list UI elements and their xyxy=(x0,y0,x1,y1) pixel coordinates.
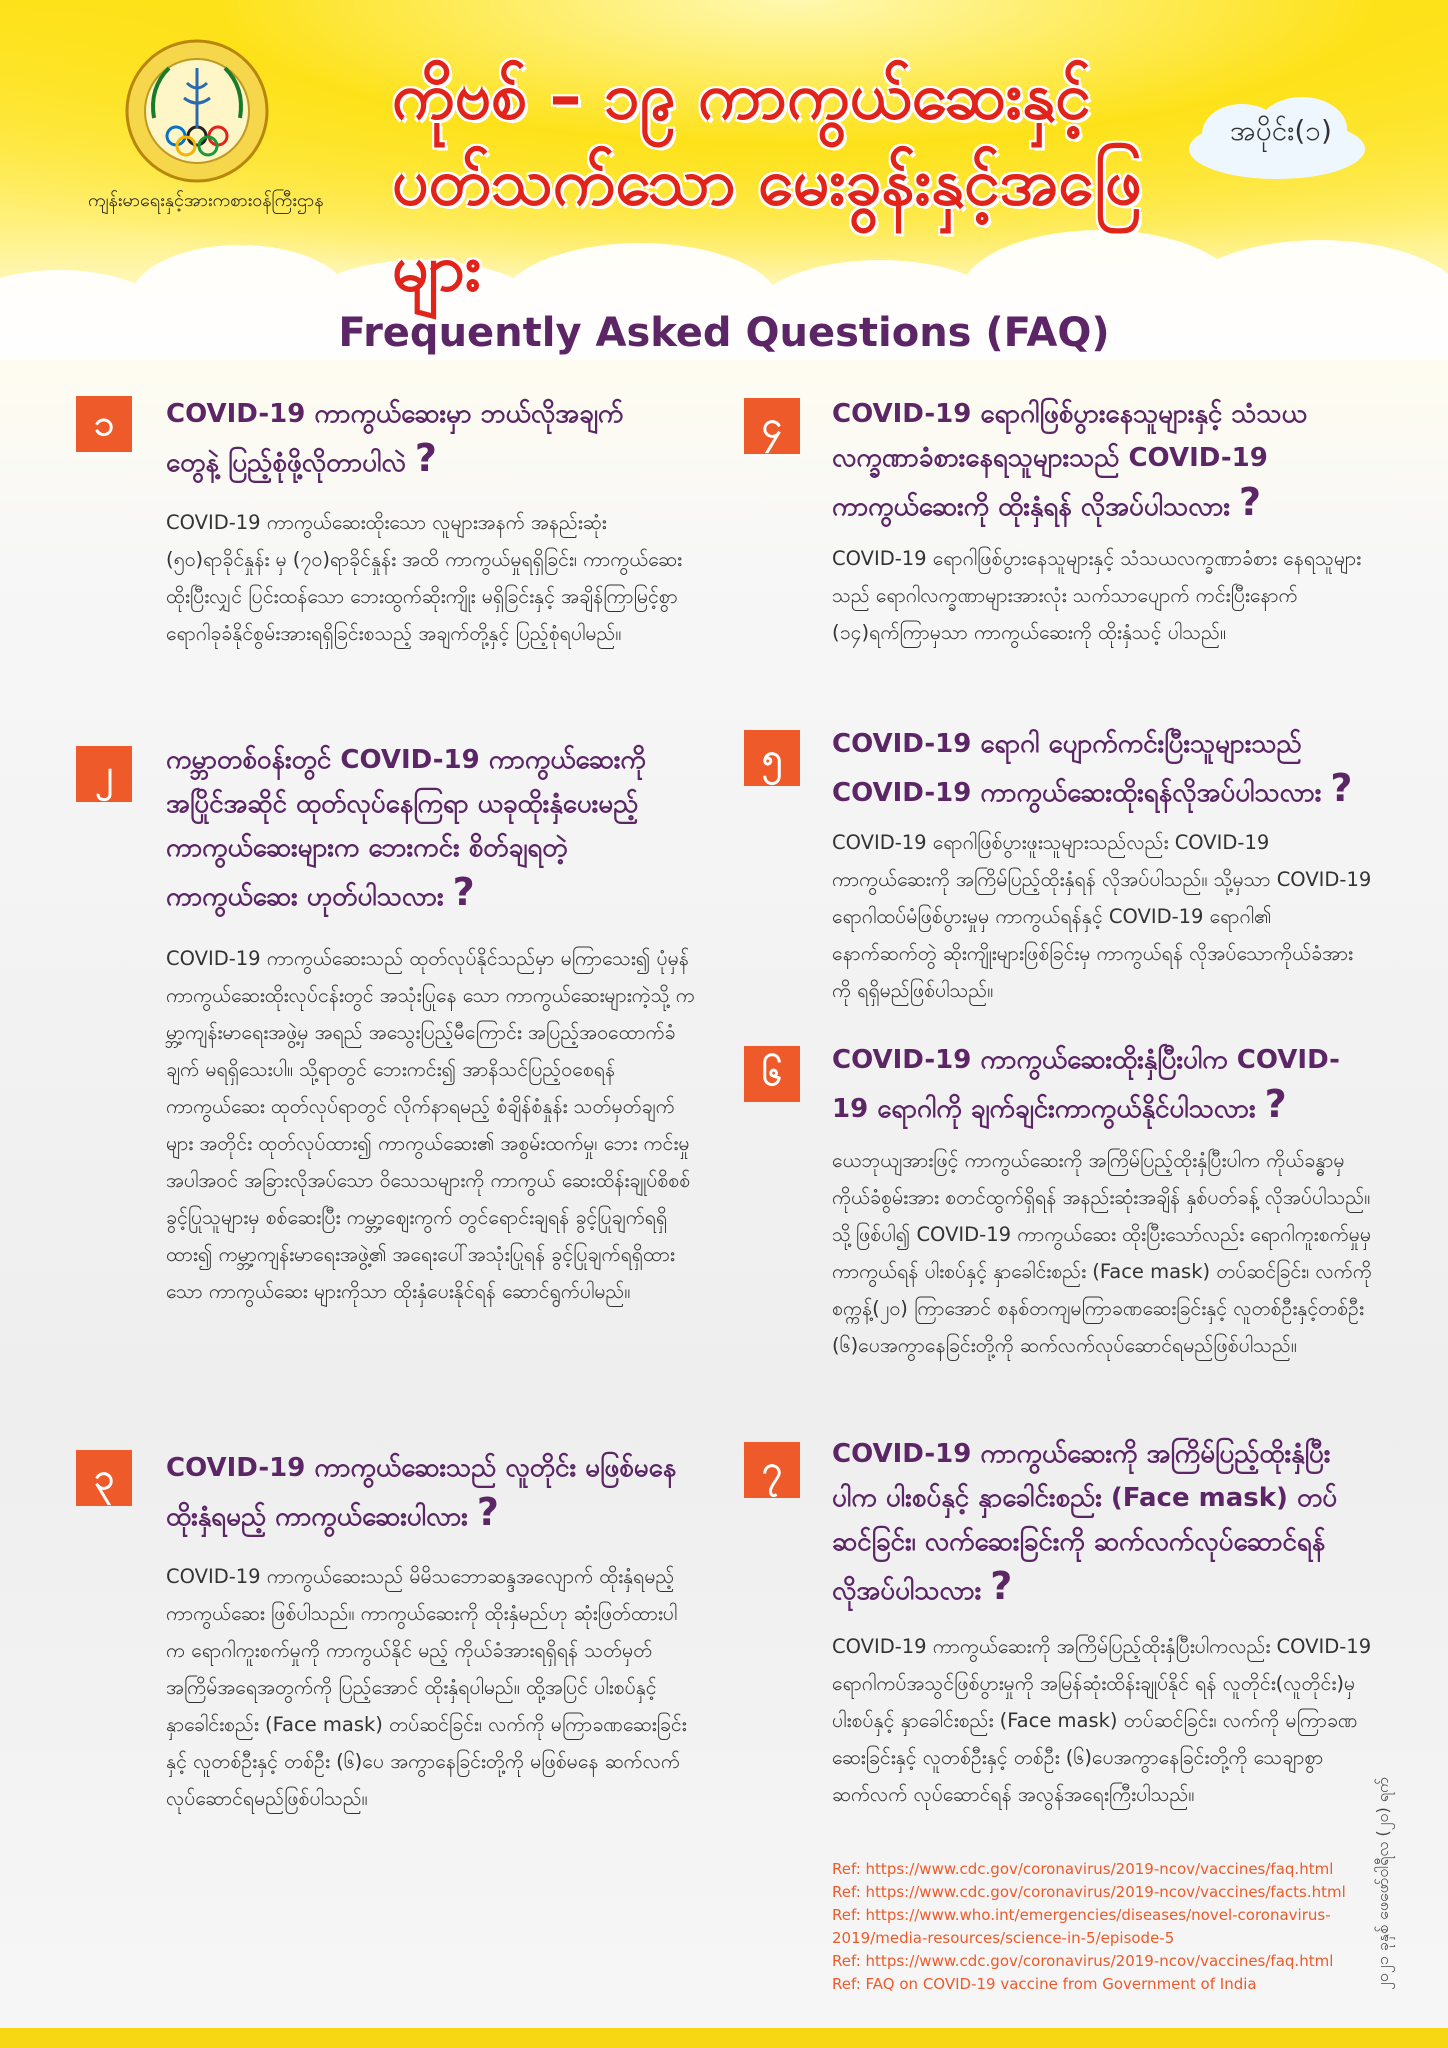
answer-text: COVID-19 ကာကွယ်ဆေးသည် မိမိသဘောဆန္ဒအလျောက် ထိုးနှံရမည့် ကာကွယ်ဆေး ဖြစ်ပါသည်။ ကာကွယ်ဆေးကို ထိုးနှံမည်ဟု ဆုံးဖြတ်ထားပါက ရောဂါကူးစက်မှုကို ကာကွယ်နိုင် မည့် ကိုယ်ခံအားရရှိရန် သတ်မှတ်အကြိမ်အရေအတွက်ကို ပြည့်အောင် ထိုးနှံရပါမည်။ ထို့အပြင် ပါးစပ်နှင့်နှာခေါင်းစည်း (Face mask) တပ်ဆင်ခြင်း၊ လက်ကို မကြာခဏဆေးခြင်းနှင့် လူတစ်ဦးနှင့် တစ်ဦး (၆)ပေ အကွာနေခြင်းတို့ကို မဖြစ်မနေ ဆက်လက် လုပ်ဆောင်ရမည်ဖြစ်ပါသည်။ xyxy=(166,1565,687,1810)
question-heading xyxy=(832,1432,1372,1613)
question-heading xyxy=(832,722,1362,815)
question-heading xyxy=(166,738,686,919)
poster-title xyxy=(392,54,1152,312)
question-number-badge: ၂ xyxy=(76,746,132,802)
part-label: အပိုင်း(၁) xyxy=(1230,114,1332,147)
question-text: COVID-19 ကာကွယ်ဆေးမှာ ဘယ်လိုအချက်တွေနဲ့ ပြည့်စုံဖို့လိုတာပါလဲ xyxy=(166,399,624,478)
reference-link[interactable]: Ref: https://www.cdc.gov/coronavirus/2019-ncov/vaccines/facts.html xyxy=(832,1883,1346,1901)
question-number-badge: ၅ xyxy=(744,730,800,786)
question-heading xyxy=(832,392,1352,529)
reference-note: Ref: FAQ on COVID-19 vaccine from Government of India xyxy=(832,1975,1257,1993)
question-text: COVID-19 ရောဂါ ပျောက်ကင်းပြီးသူများသည် COVID-19 ကာကွယ်ဆေးထိုးရန်လိုအပ်ပါသလား xyxy=(832,729,1322,808)
date-side-note: ၂၀၂၁ ခုနှစ် ဖေဖော်ဝါရီလ (၂၀) ရက် xyxy=(1373,1777,1392,1990)
question-text: COVID-19 ကာကွယ်ဆေးသည် လူတိုင်း မဖြစ်မနေထိုးနှံရမည့် ကာကွယ်ဆေးပါလား xyxy=(166,1453,677,1532)
reference-link[interactable]: Ref: https://www.cdc.gov/coronavirus/2019-ncov/vaccines/faq.html xyxy=(832,1952,1334,1970)
question-number-badge: ၁ xyxy=(76,396,132,452)
title-line-2: ပတ်သက်သော မေးခွန်းနှင့်အဖြေများ xyxy=(392,146,1142,306)
answer-text: COVID-19 ကာကွယ်ဆေးထိုးသော လူများအနက် အနည်းဆုံး (၅၀)ရာခိုင်နှုန်း မှ (၇၀)ရာခိုင်နှုန်း အထိ ကာကွယ်မှုရရှိခြင်း၊ ကာကွယ်ဆေးထိုးပြီးလျှင် ပြင်းထန်သော ဘေးထွက်ဆိုးကျိုး မရှိခြင်းနှင့် အချိန်ကြာမြင့်စွာ ရောဂါခုခံနိုင်စွမ်းအားရရှိခြင်းစသည့် အချက်တို့နှင့် ပြည့်စုံရပါမည်။ xyxy=(166,511,682,645)
answer-text: COVID-19 ကာကွယ်ဆေးကို အကြိမ်ပြည့်ထိုးနှံပြီးပါကလည်း COVID-19 ရောဂါကပ်အသွင်ဖြစ်ပွားမှုကို အမြန်ဆုံးထိန်းချုပ်နိုင် ရန် လူတိုင်း(လူတိုင်း)မှ ပါးစပ်နှင့် နှာခေါင်းစည်း (Face mask) တပ်ဆင်ခြင်း၊ လက်ကို မကြာခဏဆေးခြင်းနှင့် လူတစ်ဦးနှင့် တစ်ဦး (၆)ပေအကွာနေခြင်းတို့ကို သေချာစွာဆက်လက် လုပ်ဆောင်ရန် အလွန်အရေးကြီးပါသည်။ xyxy=(832,1635,1372,1806)
answer-text: COVID-19 ရောဂါဖြစ်ပွားဖူးသူများသည်လည်း COVID-19 ကာကွယ်ဆေးကို အကြိမ်ပြည့်ထိုးနှံရန် လိုအပ်ပါသည်။ သို့မှသာ COVID-19 ရောဂါထပ်မံဖြစ်ပွားမှုမှ ကာကွယ်ရန်နှင့် COVID-19 ရောဂါ၏ နောက်ဆက်တွဲ ဆိုးကျိုးများဖြစ်ခြင်းမှ ကာကွယ်ရန် လိုအပ်သောကိုယ်ခံအားကို ရရှိမည်ဖြစ်ပါသည်။ xyxy=(832,831,1372,1002)
faq-heading: Frequently Asked Questions (FAQ) xyxy=(338,310,1110,356)
reference-link[interactable]: Ref: https://www.who.int/emergencies/diseases/novel-coronavirus-2019/media-resources/science-in-5/episode-5 xyxy=(832,1906,1331,1947)
references xyxy=(832,1858,1352,1996)
answer-text: COVID-19 ကာကွယ်ဆေးသည် ထုတ်လုပ်နိုင်သည်မှာ မကြာသေး၍ ပုံမှန်ကာကွယ်ဆေးထိုးလုပ်ငန်းတွင် အသုံးပြုနေ သော ကာကွယ်ဆေးများကဲ့သို့ ကမ္ဘာ့ကျန်းမာရေးအဖွဲ့မှ အရည် အသွေးပြည့်မီကြောင်း အပြည့်အဝထောက်ခံချက် မရရှိသေးပါ။ သို့ရာတွင် ဘေးကင်း၍ အာနိသင်ပြည့်ဝစေရန် ကာကွယ်ဆေး ထုတ်လုပ်ရာတွင် လိုက်နာရမည့် စံချိန်စံနှုန်း သတ်မှတ်ချက်များ အတိုင်း ထုတ်လုပ်ထား၍ ကာကွယ်ဆေး၏ အစွမ်းထက်မှု၊ ဘေး ကင်းမှုအပါအဝင် အခြားလိုအပ်သော ဝိသေသများကို ကာကွယ် ဆေးထိန်းချုပ်စိစစ် ခွင့်ပြုသူများမှ စစ်ဆေးပြီး ကမ္ဘာ့ဈေးကွက် တွင်ရောင်းချရန် ခွင့်ပြုချက်ရရှိထား၍ ကမ္ဘာ့ကျန်းမာရေးအဖွဲ့၏ အရေးပေါ်အသုံးပြုရန် ခွင့်ပြုချက်ရရှိထားသော ကာကွယ်ဆေး များကိုသာ ထိုးနှံပေးနိုင်ရန် ဆောင်ရွက်ပါမည်။ xyxy=(166,947,695,1303)
question-mark: ? xyxy=(1264,1082,1287,1126)
question-mark: ? xyxy=(1239,480,1262,524)
title-line-1: ကိုဗစ် – ၁၉ ကာကွယ်ဆေးနှင့် xyxy=(392,60,1091,134)
bottom-bar xyxy=(0,2028,1448,2048)
question-text: COVID-19 ကာကွယ်ဆေးကို အကြိမ်ပြည့်ထိုးနှံပြီး ပါက ပါးစပ်နှင့် နှာခေါင်းစည်း (Face mask) တပ် ဆင်ခြင်း၊ လက်ဆေးခြင်းကို ဆက်လက်လုပ်ဆောင်ရန် လိုအပ်ပါသလား xyxy=(832,1439,1338,1606)
ministry-logo xyxy=(124,38,270,184)
question-mark: ? xyxy=(414,436,437,480)
question-text: COVID-19 ကာကွယ်ဆေးထိုးနှံပြီးပါက COVID-19 ရောဂါကို ချက်ချင်းကာကွယ်နိုင်ပါသလား xyxy=(832,1045,1340,1124)
question-text: ကမ္ဘာတစ်ဝန်းတွင် COVID-19 ကာကွယ်ဆေးကို အပြိုင်အဆိုင် ထုတ်လုပ်နေကြရာ ယခုထိုးနှံပေးမည့် ကာကွယ်ဆေးများက ဘေးကင်း စိတ်ချရတဲ့ ကာကွယ်ဆေး ဟုတ်ပါသလား xyxy=(166,745,646,912)
question-mark: ? xyxy=(1330,766,1353,810)
question-number-badge: ၄ xyxy=(744,398,800,454)
question-number-badge: ၇ xyxy=(744,1442,800,1498)
question-mark: ? xyxy=(990,1564,1013,1608)
question-heading xyxy=(166,392,626,485)
question-heading xyxy=(166,1446,686,1539)
ministry-name: ကျန်းမာရေးနှင့်အားကစားဝန်ကြီးဌာန xyxy=(88,190,324,211)
answer-text: ယေဘုယျအားဖြင့် ကာကွယ်ဆေးကို အကြိမ်ပြည့်ထိုးနှံပြီးပါက ကိုယ်ခန္ဓာမှ ကိုယ်ခံစွမ်းအား စတင်ထွက်ရှိရန် အနည်းဆုံးအချိန် နှစ်ပတ်ခန့် လိုအပ်ပါသည်။ သို့ဖြစ်ပါ၍ COVID-19 ကာကွယ်ဆေး ထိုးပြီးသော်လည်း ရောဂါကူးစက်မှုမှ ကာကွယ်ရန် ပါးစပ်နှင့် နှာခေါင်းစည်း (Face mask) တပ်ဆင်ခြင်း၊ လက်ကို စက္ကန့်(၂၀) ကြာအောင် စနစ်တကျမကြာခဏဆေးခြင်းနှင့် လူတစ်ဦးနှင့်တစ်ဦး (၆)ပေအကွာနေခြင်းတို့ကို ဆက်လက်လုပ်ဆောင်ရမည်ဖြစ်ပါသည်။ xyxy=(832,1149,1372,1357)
question-number-badge: ၆ xyxy=(744,1046,800,1102)
question-heading xyxy=(832,1038,1362,1131)
question-mark: ? xyxy=(476,1490,499,1534)
answer-text: COVID-19 ရောဂါဖြစ်ပွားနေသူများနှင့် သံသယလက္ခဏာခံစား နေရသူများသည် ရောဂါလက္ခဏာများအားလုံး သက်သာပျောက် ကင်းပြီးနောက် (၁၄)ရက်ကြာမှသာ ကာကွယ်ဆေးကို ထိုးနှံသင့် ပါသည်။ xyxy=(832,547,1362,644)
reference-link[interactable]: Ref: https://www.cdc.gov/coronavirus/2019-ncov/vaccines/faq.html xyxy=(832,1860,1334,1878)
question-text: COVID-19 ရောဂါဖြစ်ပွားနေသူများနှင့် သံသယ လက္ခဏာခံစားနေရသူများသည် COVID-19 ကာကွယ်ဆေးကို ထိုးနှံရန် လိုအပ်ပါသလား xyxy=(832,399,1307,522)
question-number-badge: ၃ xyxy=(76,1450,132,1506)
question-mark: ? xyxy=(452,870,475,914)
